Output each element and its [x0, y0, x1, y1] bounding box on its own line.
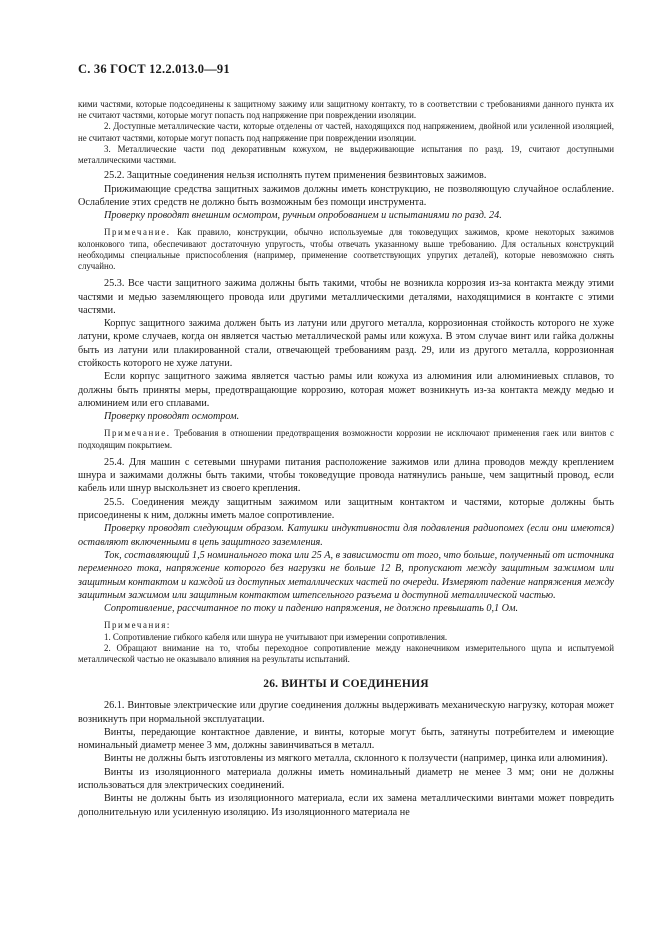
paragraph: 3. Металлические части под декоративным кожухом, не выдерживающие испытания по разд. 19, считают доступными металлическими частями.	[78, 143, 614, 166]
paragraph: Проверку проводят осмотром.	[104, 411, 240, 423]
paragraph: 25.5. Соединения между защитным зажимом или защитным контактом и частями, которые должны быть присоединены к ним, должны иметь малое сопротивление.	[78, 496, 614, 522]
paragraph: 25.2. Защитные соединения нельзя исполнять путем применения безвинтовых зажимов.	[104, 170, 487, 182]
paragraph	[78, 428, 614, 450]
paragraph: Винты не должны быть из изоляционного материала, если их замена металлическими винтами может повредить дополнительную или усиленную изоляцию. Из изоляционного материала не	[78, 793, 614, 818]
paragraph: 2. Доступные металлические части, которые отделены от частей, находящихся под напряжением, двойной или усиленной изоляцией, не считают частями, которые могут попасть под напряжение при повреждении изоляции.	[78, 121, 614, 143]
paragraph: 1. Сопротивление гибкого кабеля или шнура не учитывают при измерении сопротивления.	[104, 631, 448, 642]
document-page	[78, 62, 614, 819]
section-title: 26. ВИНТЫ И СОЕДИНЕНИЯ	[263, 678, 429, 691]
paragraph: Винты, передающие контактное давление, и винты, которые могут быть, затянуты потребителем и имеющие номинальный диаметр менее 3 мм, должны завинчиваться в металл.	[78, 726, 614, 752]
paragraph: 25.4. Для машин с сетевыми шнурами питания расположение зажимов или длина проводов между креплением шнура и зажимами должны быть такими, чтобы токоведущие провода натянулись раньше, чем защитный провод, если кабель или шнур выскользнет из своего крепления.	[78, 456, 614, 495]
page-header: С. 36 ГОСТ 12.2.013.0—91	[78, 62, 230, 76]
paragraph: Примечания:	[104, 620, 171, 631]
paragraph: 2. Обращают внимание на то, чтобы переходное сопротивление между наконечником измерительного щупа и испытуемой металлической частью не оказывало влияния на результаты испытаний.	[78, 642, 614, 665]
paragraph: Ток, составляющий 1,5 номинального тока или 25 А, в зависимости от того, что больше, полученный от источника переменного тока, напряжение которого без нагрузки не больше 12 В, пропускают между защитным зажимом или защитным контактом и каждой из доступных металлических частей по очереди. Измеряют падение напряжения между защитным зажимом или защитным контактом штепсельного разъема и доступной металлической частью.	[78, 549, 614, 601]
paragraph: Винты не должны быть изготовлены из мягкого металла, склонного к ползучести (например, цинка или алюминия).	[104, 753, 608, 765]
paragraph: Прижимающие средства защитных зажимов должны иметь конструкцию, не позволяющую случайное ослабление. Ослабление этих средств не должно быть возможным без помощи инструмента.	[78, 183, 614, 208]
note-text: Как правило, конструкции, обычно используемые для токоведущих зажимов, кроме некоторых зажимов колонкового типа, обеспечивают достаточную упругость, чтобы отвечать указанному выше требованию. Для остальных конструкций необходимы специальные приспособления (например, применение соответствующих упругих деталей), которые невозможно снять случайно.	[78, 227, 614, 272]
paragraph: Сопротивление, рассчитанное по току и падению напряжения, не должно превышать 0,1 Ом.	[104, 603, 519, 615]
paragraph: кими частями, которые подсоединены к защитному зажиму или защитному контакту, то в соответствии с требованиями данного пункта их не считают частями, которые могут попасть под напряжение при повреждении изоляции.	[78, 99, 614, 121]
paragraph: Корпус защитного зажима должен быть из латуни или другого металла, коррозионная стойкость которого не хуже латуни, кроме случаев, когда он является частью металлической рамы или кожуха. В этом случае винт или гайка должны быть из латуни или плакированной стали, отвечающей требованиям разд. 29, или из другого металла, коррозионная стойкость которого не хуже латуни.	[78, 318, 614, 369]
note-text: Требования в отношении предотвращения возможности коррозии не исключают применения гаек или винтов с подходящим покрытием.	[78, 428, 614, 450]
paragraph: Проверку проводят внешним осмотром, ручным опробованием и испытаниями по разд. 24.	[104, 210, 502, 222]
paragraph: 25.3. Все части защитного зажима должны быть такими, чтобы не возникла коррозия из-за контакта между этими частями и медью заземляющего провода или другими металлическими деталями, находящимися в контакте с этими частями.	[78, 278, 614, 316]
note-lead: Примечание.	[104, 428, 171, 439]
section-body	[78, 699, 614, 819]
paragraph: 26.1. Винтовые электрические или другие соединения должны выдерживать механическую нагрузку, которая может возникнуть при нормальной эксплуатации.	[78, 700, 614, 725]
paragraph: Винты из изоляционного материала должны иметь номинальный диаметр не менее 3 мм; они не должны использоваться для электрических соединений.	[78, 766, 614, 792]
paragraph: Проверку проводят следующим образом. Катушки индуктивности для подавления радиопомех (если они имеются) оставляют включенными в цепь защитного заземления.	[78, 523, 614, 548]
paragraph	[78, 227, 614, 272]
document-body	[78, 99, 614, 665]
note-lead: Примечание.	[104, 227, 171, 238]
paragraph: Если корпус защитного зажима является частью рамы или кожуха из алюминия или алюминиевых сплавов, то должны быть приняты меры, предотвращающие коррозию, которая может возникнуть из-за контакта между медью и алюминием или его сплавами.	[78, 371, 614, 409]
